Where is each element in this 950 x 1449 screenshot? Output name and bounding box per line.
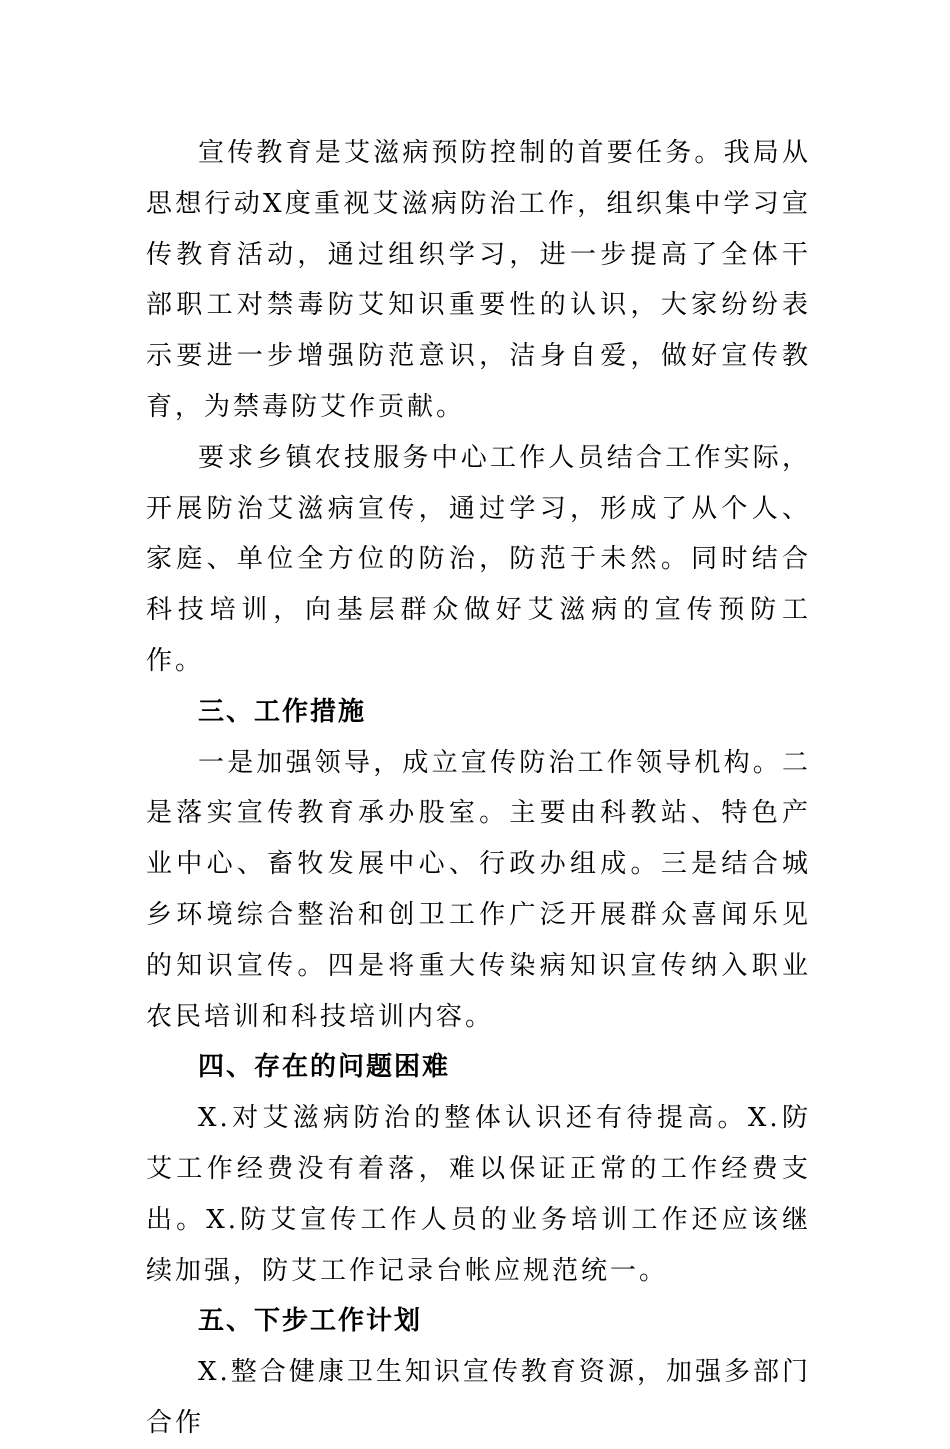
- document-body: [146, 128, 811, 1449]
- heading-work-measures: 三、工作措施: [198, 696, 367, 727]
- heading-next-steps: 五、下步工作计划: [198, 1306, 423, 1337]
- paragraph-problems: X.对艾滋病防治的整体认识还有待提高。X.防艾工作经费没有着落，难以保证正常的工作经费支出。X.防艾宣传工作人员的业务培训工作还应该继续加强，防艾工作记录台帐应规范统一。: [146, 1103, 811, 1286]
- paragraph-publicity-education: 宣传教育是艾滋病预防控制的首要任务。我局从思想行动X度重视艾滋病防治工作，组织集中学习宣传教育活动，通过组织学习，进一步提高了全体干部职工对禁毒防艾知识重要性的认识，大家纷纷表示要进一步增强防范意识，洁身自爱，做好宣传教育，为禁毒防艾作贡献。: [146, 138, 811, 422]
- heading-problems: 四、存在的问题困难: [198, 1052, 451, 1083]
- paragraph-work-measures: 一是加强领导，成立宣传防治工作领导机构。二是落实宣传教育承办股室。主要由科教站、特色产业中心、畜牧发展中心、行政办组成。三是结合城乡环境综合整治和创卫工作广泛开展群众喜闻乐见的知识宣传。四是将重大传染病知识宣传纳入职业农民培训和科技培训内容。: [146, 747, 811, 1032]
- paragraph-next-steps: X.整合健康卫生知识宣传教育资源，加强多部门合作: [146, 1357, 811, 1438]
- paragraph-township-requirements: 要求乡镇农技服务中心工作人员结合工作实际，开展防治艾滋病宣传，通过学习，形成了从个人、家庭、单位全方位的防治，防范于未然。同时结合科技培训，向基层群众做好艾滋病的宣传预防工作。: [146, 442, 811, 676]
